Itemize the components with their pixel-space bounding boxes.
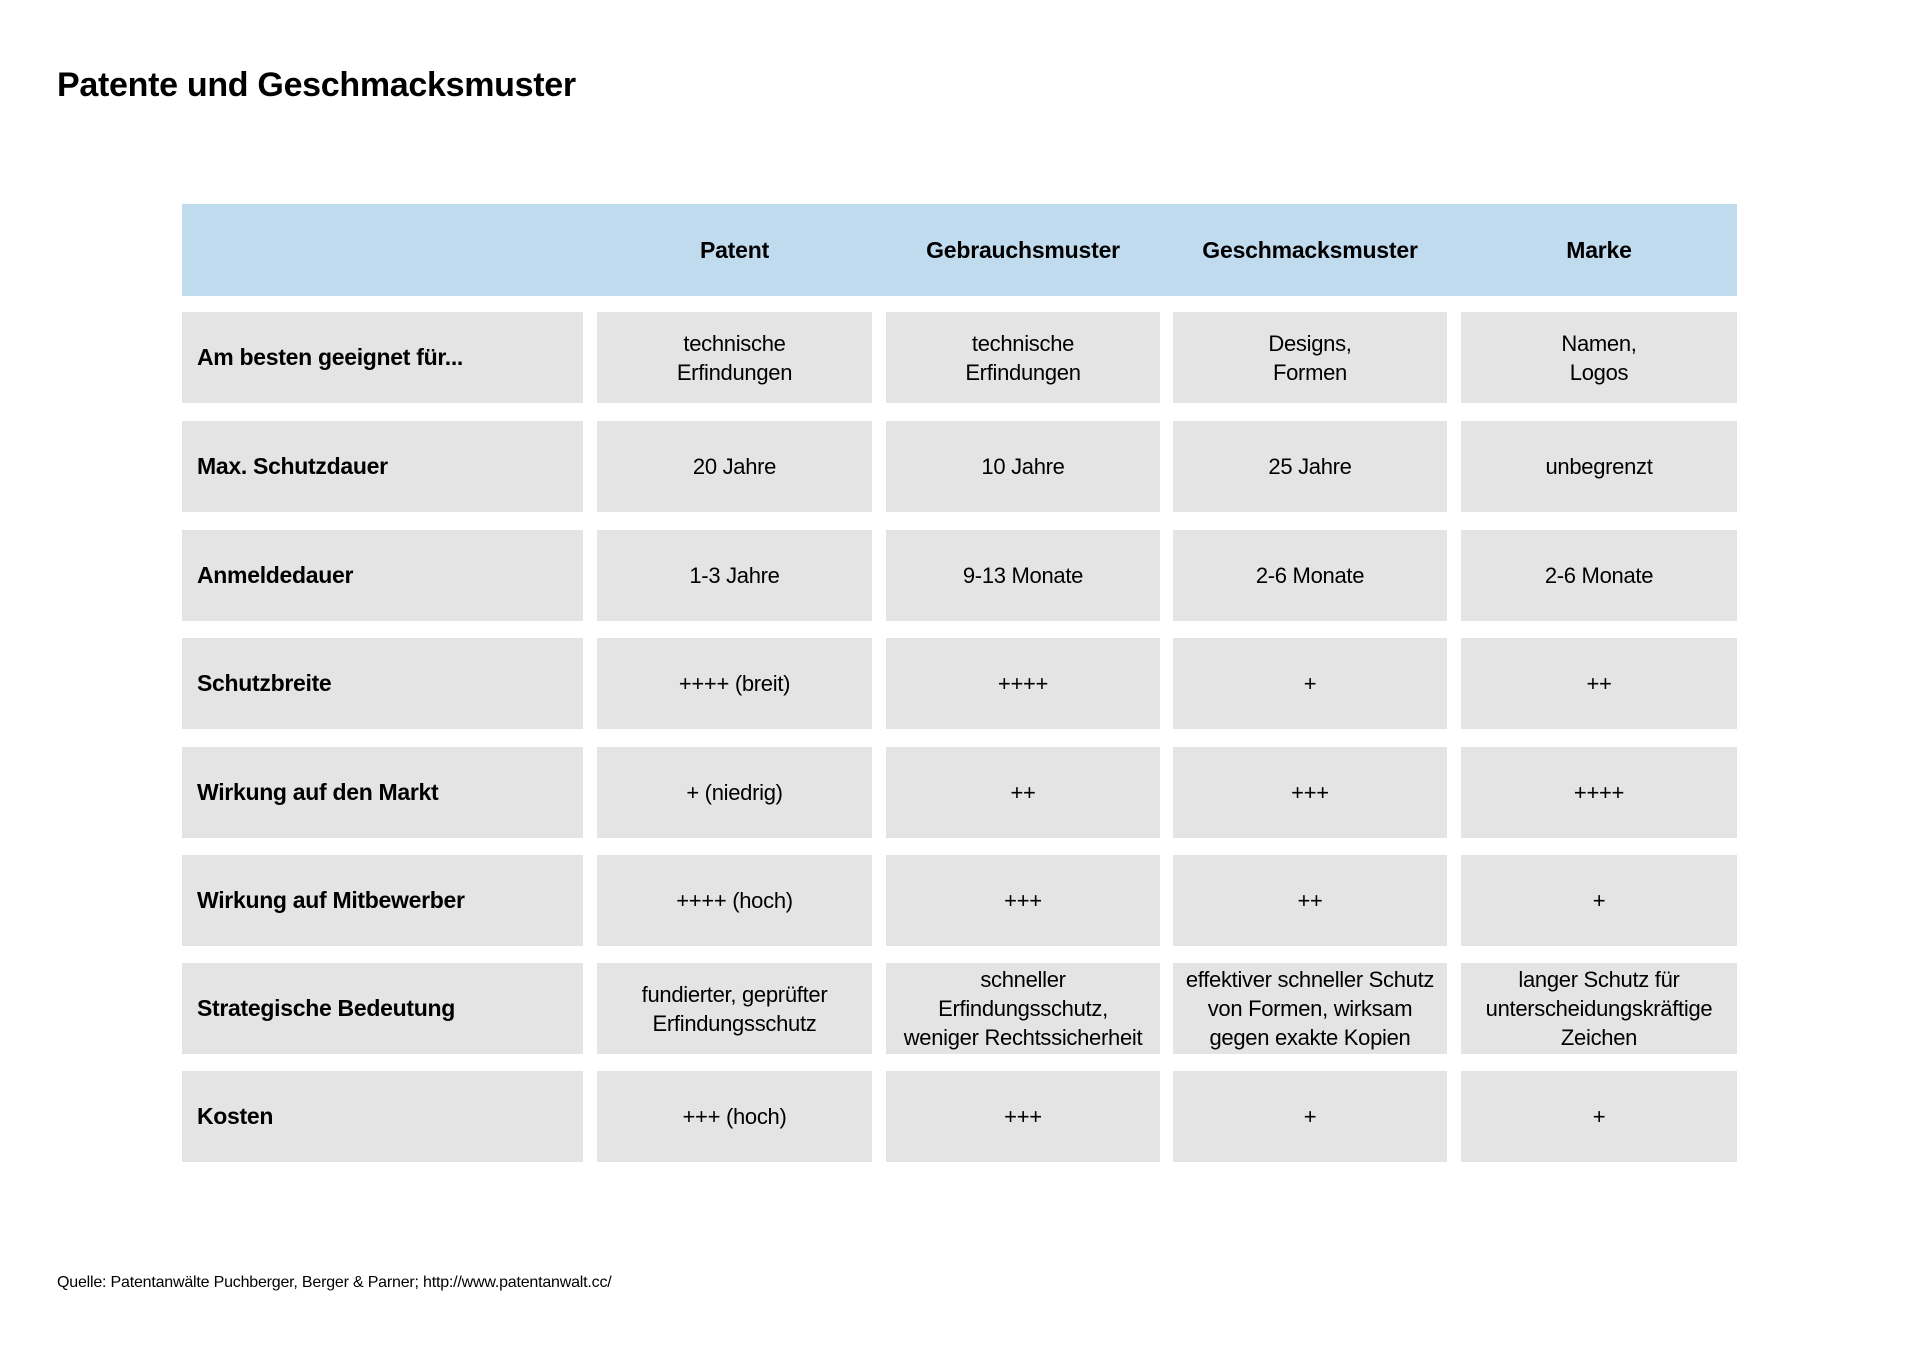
header-cell-patent: Patent [699,236,770,263]
table-cell-geschmacksmuster: ++ [1173,855,1447,946]
row-label: Wirkung auf den Markt [182,747,583,838]
table-cell-marke: + [1461,1071,1737,1162]
table-cell-geschmacksmuster: +++ [1173,747,1447,838]
table-cell-geschmacksmuster: 2-6 Monate [1173,530,1447,621]
header-cell-geschmacksmuster: Geschmacksmuster [1202,236,1418,263]
table-cell-gebrauchsmuster: +++ [886,855,1160,946]
table-cell-gebrauchsmuster: +++ [886,1071,1160,1162]
row-label: Schutzbreite [182,638,583,729]
table-cell-geschmacksmuster: effektiver schneller Schutz von Formen, wirksam gegen exakte Kopien [1173,963,1447,1054]
table-cell-marke: 2-6 Monate [1461,530,1737,621]
table-cell-gebrauchsmuster: ++ [886,747,1160,838]
table-cell-patent: 1-3 Jahre [597,530,872,621]
source-footnote: Quelle: Patentanwälte Puchberger, Berger & Parner; http://www.patentanwalt.cc/ [57,1274,612,1291]
header-cell-marke: Marke [1566,236,1632,263]
row-label: Max. Schutzdauer [182,421,583,512]
table-cell-geschmacksmuster: Designs, Formen [1173,312,1447,403]
table-cell-gebrauchsmuster: schneller Erfindungsschutz, weniger Rechtssicherheit [886,963,1160,1054]
page-title: Patente und Geschmacksmuster [57,66,576,104]
table-cell-marke: unbegrenzt [1461,421,1737,512]
table-cell-marke: ++++ [1461,747,1737,838]
row-label: Wirkung auf Mitbewerber [182,855,583,946]
table-cell-gebrauchsmuster: technische Erfindungen [886,312,1160,403]
table-cell-patent: +++ (hoch) [597,1071,872,1162]
table-cell-geschmacksmuster: + [1173,1071,1447,1162]
table-header [182,204,1737,296]
table-cell-gebrauchsmuster: 9-13 Monate [886,530,1160,621]
table-cell-geschmacksmuster: + [1173,638,1447,729]
table-cell-marke: ++ [1461,638,1737,729]
table-cell-gebrauchsmuster: ++++ [886,638,1160,729]
table-cell-patent: + (niedrig) [597,747,872,838]
header-cell-empty [182,204,583,296]
header-cell-gebrauchsmuster: Gebrauchsmuster [926,236,1120,263]
table-cell-patent: 20 Jahre [597,421,872,512]
table-cell-marke: Namen, Logos [1461,312,1737,403]
table-cell-patent: fundierter, geprüfter Erfindungsschutz [597,963,872,1054]
row-label: Strategische Bedeutung [182,963,583,1054]
table-cell-patent: ++++ (hoch) [597,855,872,946]
table-cell-marke: + [1461,855,1737,946]
table-cell-marke: langer Schutz für unterscheidungskräftige Zeichen [1461,963,1737,1054]
row-label: Kosten [182,1071,583,1162]
row-label: Anmeldedauer [182,530,583,621]
table-cell-gebrauchsmuster: 10 Jahre [886,421,1160,512]
table-cell-geschmacksmuster: 25 Jahre [1173,421,1447,512]
row-label: Am besten geeignet für... [182,312,583,403]
table-cell-patent: technische Erfindungen [597,312,872,403]
table-cell-patent: ++++ (breit) [597,638,872,729]
